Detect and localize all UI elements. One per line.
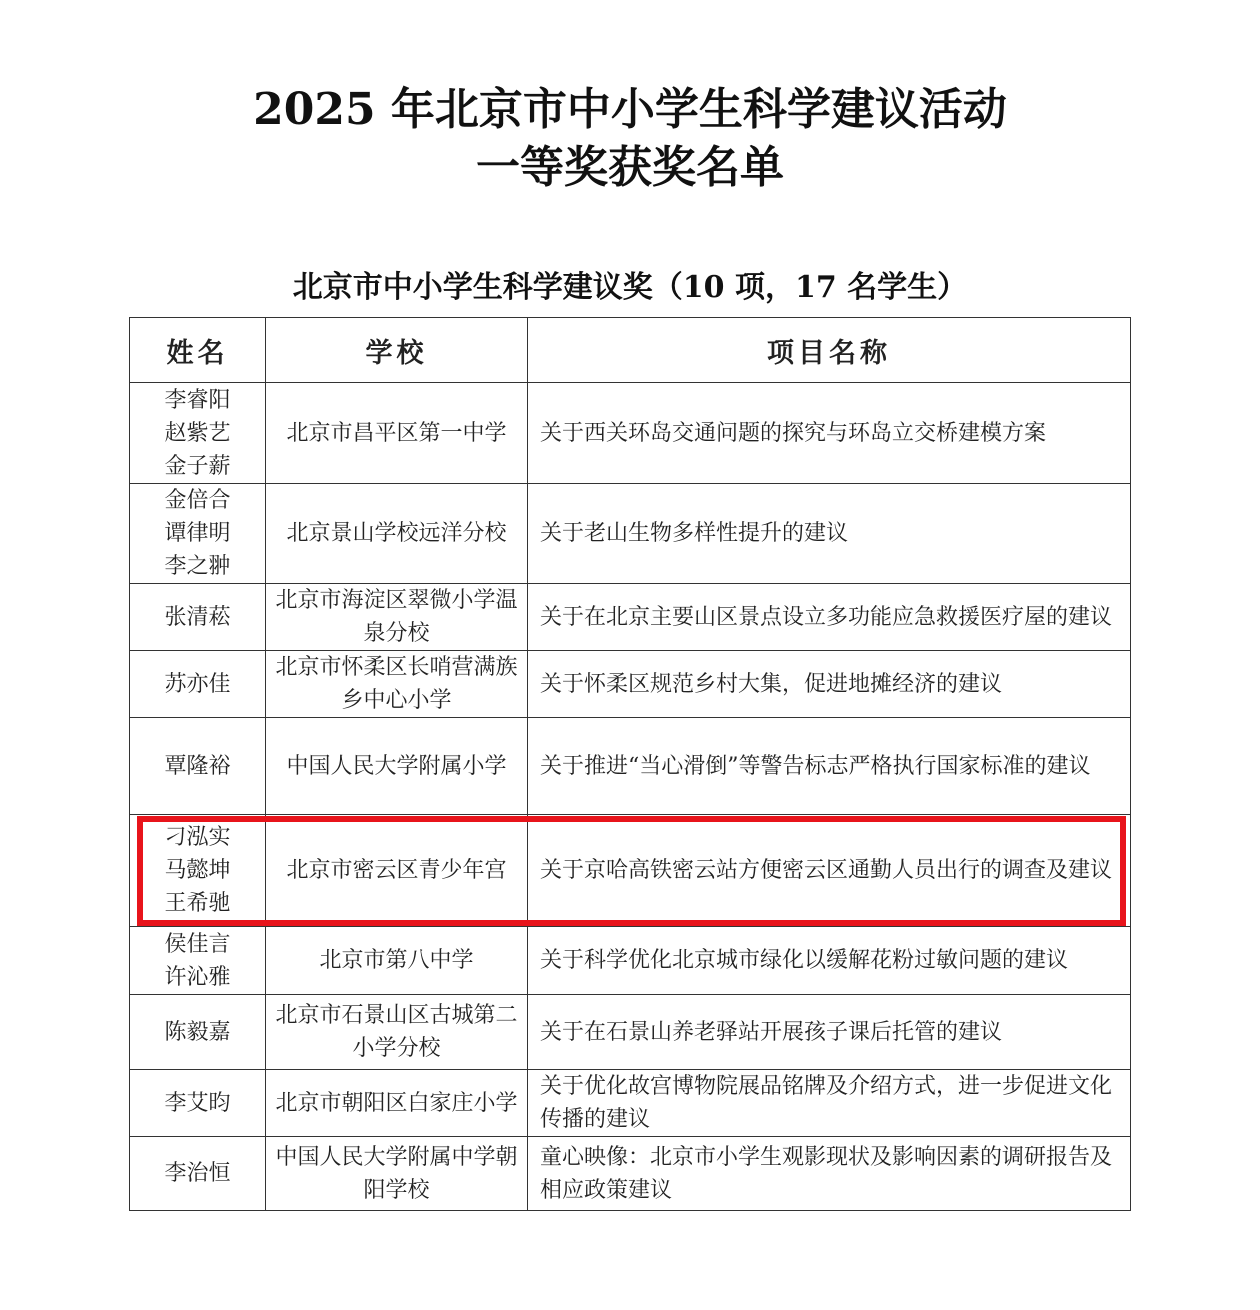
project-cell: 关于在北京主要山区景点设立多功能应急救援医疗屋的建议 — [528, 584, 1131, 651]
school-cell: 北京市石景山区古城第二小学分校 — [266, 995, 528, 1070]
student-name: 李睿阳 — [164, 387, 231, 413]
student-name: 李治恒 — [164, 1161, 231, 1186]
student-names-cell — [130, 718, 266, 815]
award-table — [129, 317, 1131, 1211]
project-cell: 关于推进“当心滑倒”等警告标志严格执行国家标准的建议 — [528, 718, 1131, 815]
school-cell: 中国人民大学附属中学朝阳学校 — [266, 1137, 528, 1211]
table-row — [130, 995, 1131, 1070]
student-name: 王希驰 — [164, 891, 231, 916]
student-name: 马懿坤 — [164, 858, 231, 883]
page-title-line2: 一等奖获奖名单 — [476, 142, 784, 193]
project-cell: 童心映像：北京市小学生观影现状及影响因素的调研报告及相应政策建议 — [528, 1137, 1131, 1211]
student-name: 赵紫艺 — [164, 420, 231, 446]
school-cell: 北京市海淀区翠微小学温泉分校 — [266, 584, 528, 651]
student-name: 许沁雅 — [164, 964, 231, 990]
project-cell: 关于科学优化北京城市绿化以缓解花粉过敏问题的建议 — [528, 927, 1131, 995]
student-names-cell — [130, 651, 266, 718]
table-row — [130, 1070, 1131, 1137]
table-row — [130, 927, 1131, 995]
table-row — [130, 718, 1131, 815]
school-cell: 北京市怀柔区长哨营满族乡中心小学 — [266, 651, 528, 718]
student-name: 谭律明 — [164, 521, 231, 546]
project-cell: 关于优化故宫博物院展品铭牌及介绍方式，进一步促进文化传播的建议 — [528, 1070, 1131, 1137]
student-names-cell — [130, 815, 266, 927]
student-name: 李之翀 — [164, 554, 231, 579]
project-cell: 关于西关环岛交通问题的探究与环岛立交桥建模方案 — [528, 383, 1131, 484]
project-cell: 关于京哈高铁密云站方便密云区通勤人员出行的调查及建议 — [528, 815, 1131, 927]
student-name: 陈毅嘉 — [164, 1019, 231, 1045]
school-cell: 北京市密云区青少年宫 — [266, 815, 528, 927]
table-row-highlighted — [130, 815, 1131, 927]
student-name: 张清菘 — [164, 604, 231, 630]
table-row — [130, 383, 1131, 484]
student-names-cell — [130, 1070, 266, 1137]
student-name: 金子薪 — [164, 453, 231, 479]
student-names-cell — [130, 584, 266, 651]
page-title-line1: 2025 年北京市中小学生科学建议活动 — [253, 84, 1007, 135]
student-name: 苏亦佳 — [164, 671, 231, 697]
student-names-cell — [130, 484, 266, 584]
student-names-cell — [130, 995, 266, 1070]
column-header-school: 学校 — [266, 318, 528, 383]
table-row — [130, 1137, 1131, 1211]
table-caption: 北京市中小学生科学建议奖（10 项，17 名学生） — [292, 270, 968, 305]
student-name: 刁泓实 — [164, 825, 231, 850]
student-name: 侯佳言 — [164, 931, 231, 957]
school-cell: 中国人民大学附属小学 — [266, 718, 528, 815]
student-names-cell — [130, 383, 266, 484]
student-name: 覃隆裕 — [164, 753, 231, 779]
student-name: 李艾昀 — [164, 1090, 231, 1116]
table-row — [130, 584, 1131, 651]
student-name: 金倍合 — [164, 488, 231, 513]
school-cell: 北京市第八中学 — [266, 927, 528, 995]
school-cell: 北京市昌平区第一中学 — [266, 383, 528, 484]
school-cell: 北京景山学校远洋分校 — [266, 484, 528, 584]
table-row — [130, 484, 1131, 584]
student-names-cell — [130, 1137, 266, 1211]
project-cell: 关于老山生物多样性提升的建议 — [528, 484, 1131, 584]
project-cell: 关于怀柔区规范乡村大集，促进地摊经济的建议 — [528, 651, 1131, 718]
table-header-row — [130, 318, 1131, 383]
table-row — [130, 651, 1131, 718]
column-header-name: 姓名 — [130, 318, 266, 383]
column-header-project: 项目名称 — [528, 318, 1131, 383]
project-cell: 关于在石景山养老驿站开展孩子课后托管的建议 — [528, 995, 1131, 1070]
student-names-cell — [130, 927, 266, 995]
school-cell: 北京市朝阳区白家庄小学 — [266, 1070, 528, 1137]
